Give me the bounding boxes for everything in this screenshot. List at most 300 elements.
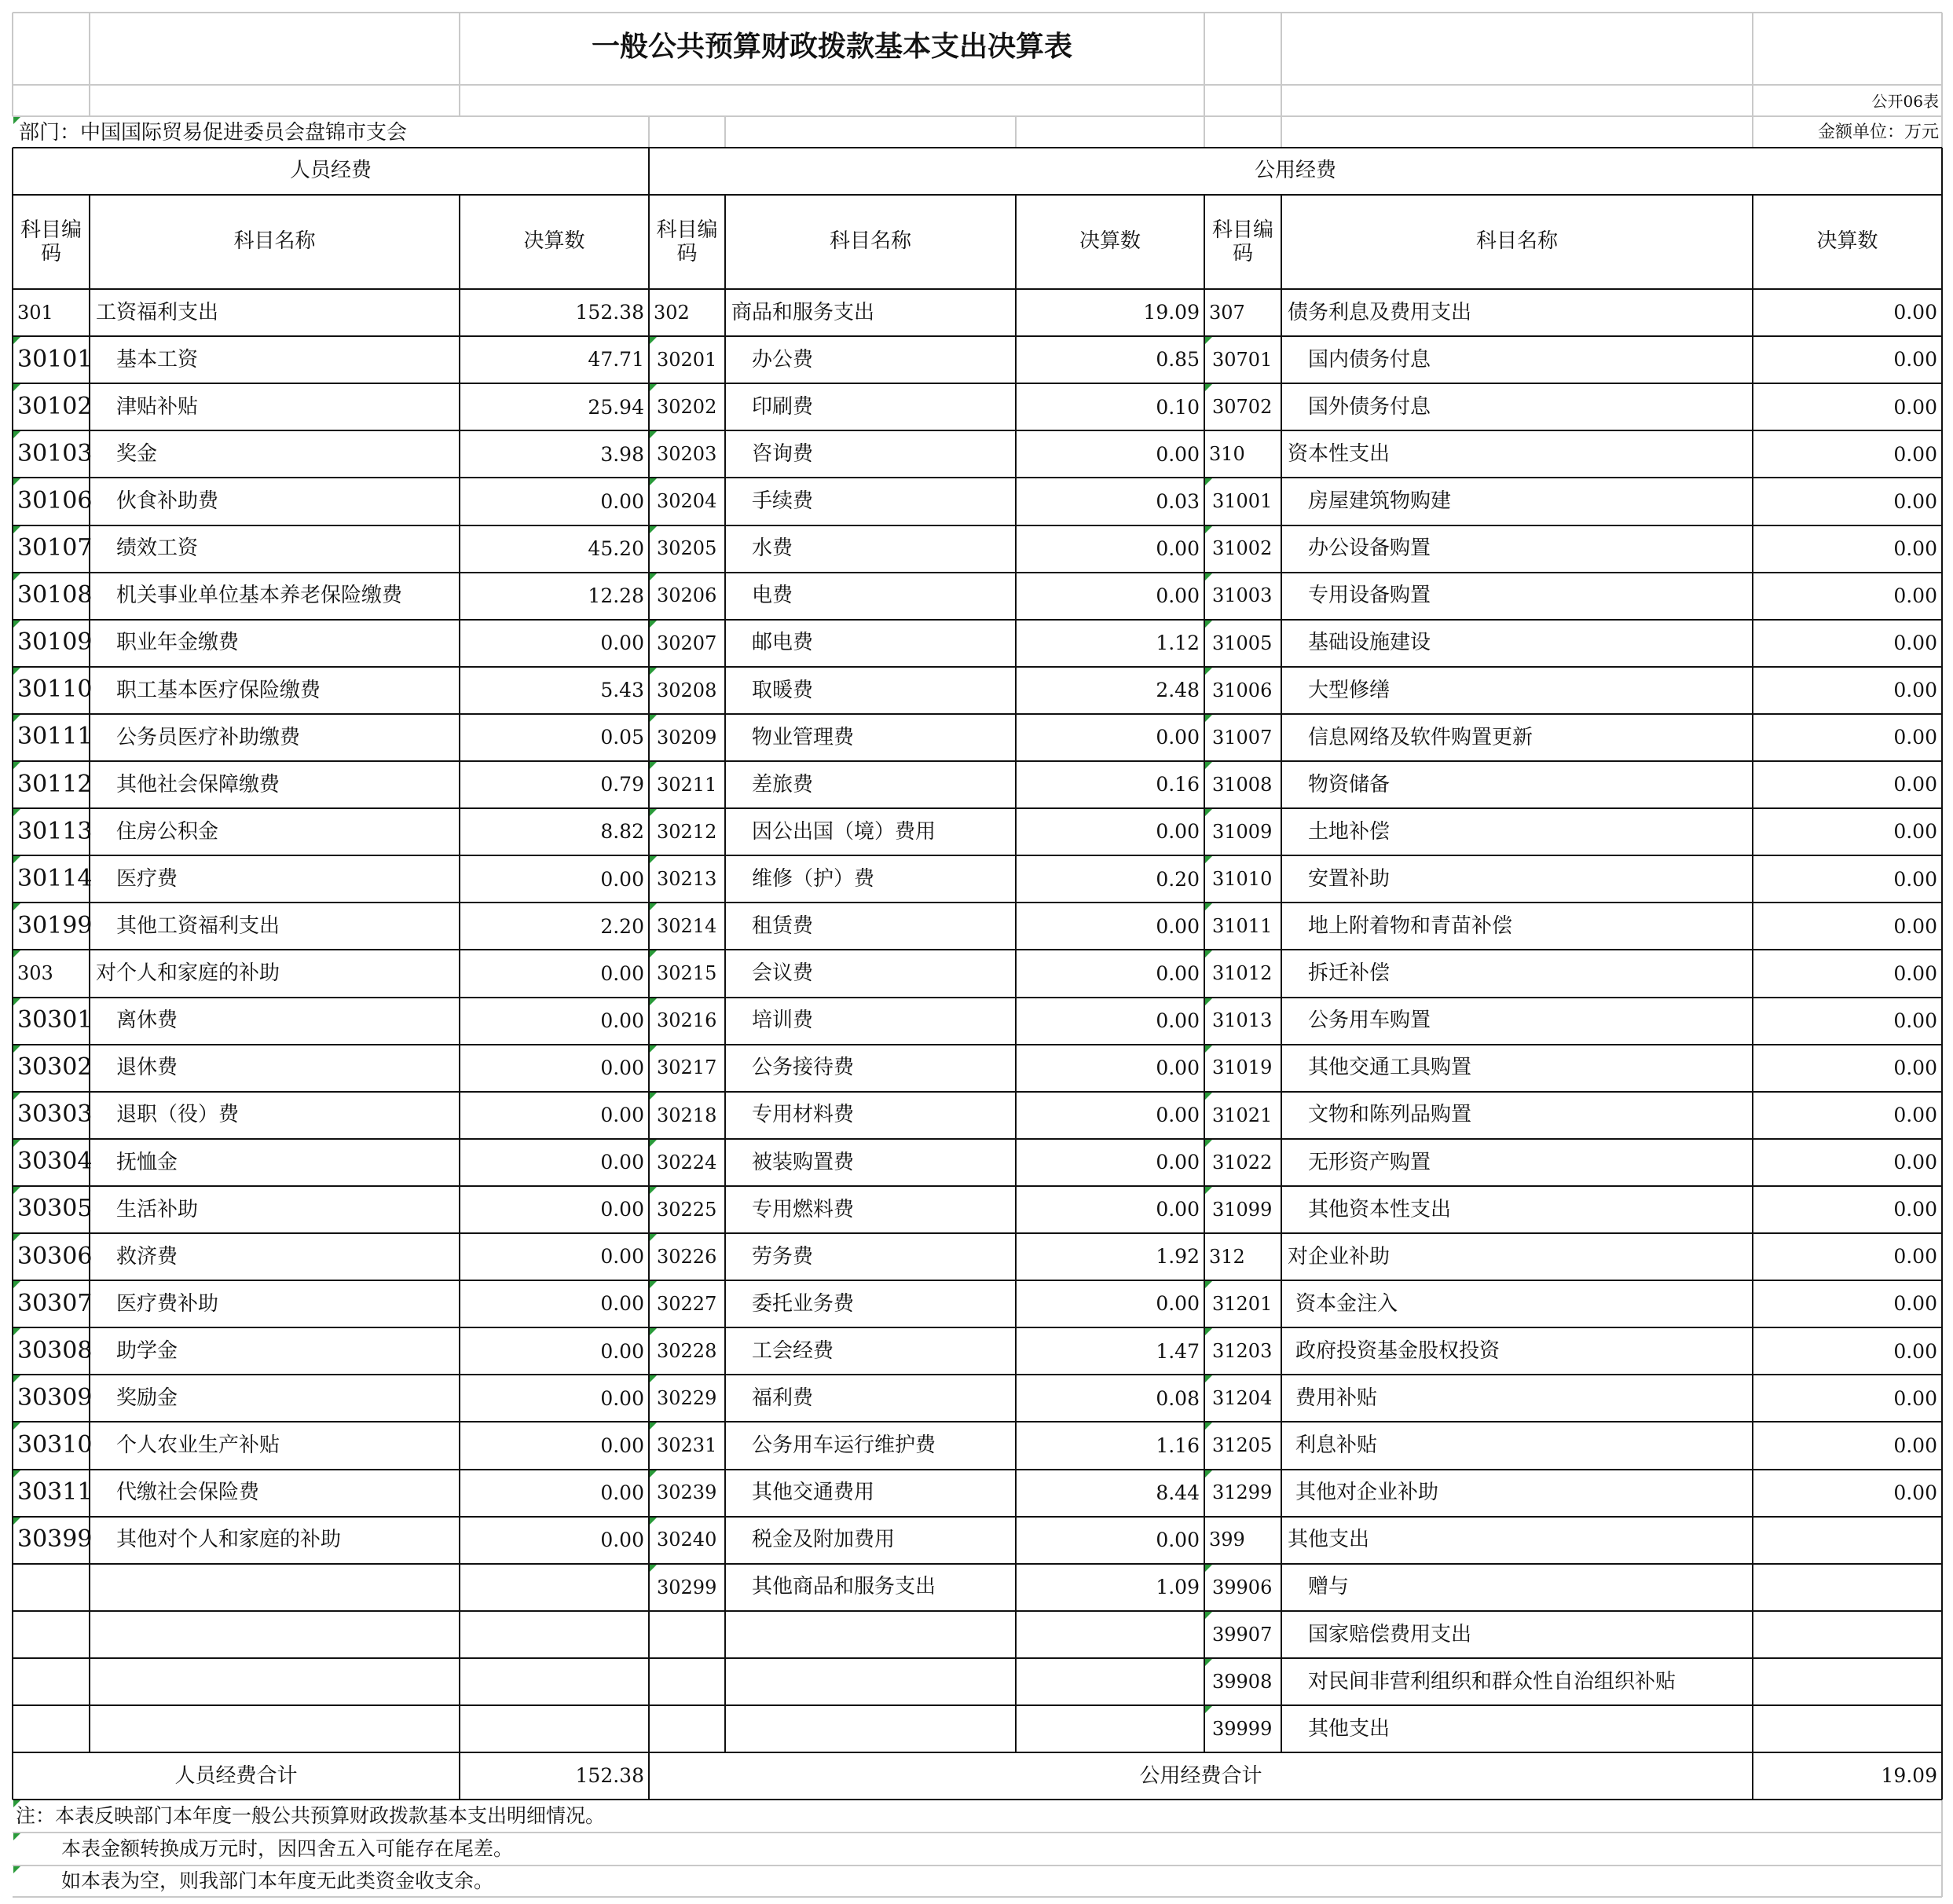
item-name: 债务利息及费用支出 [1288, 300, 1472, 324]
cell-marker [13, 1470, 20, 1477]
cell-marker [13, 1328, 20, 1335]
item-code: 30215 [657, 962, 717, 985]
grid-line [13, 1091, 1942, 1093]
item-code: 30103 [17, 439, 93, 467]
grid-line [12, 148, 13, 1800]
item-amount: 0.00 [1156, 726, 1200, 749]
item-code: 31012 [1212, 962, 1273, 985]
item-name: 物业管理费 [752, 725, 855, 749]
grid-line [1281, 116, 1282, 148]
grid-line [1752, 116, 1753, 148]
item-amount: 0.00 [1893, 820, 1937, 844]
cell-marker [13, 478, 20, 485]
cell-marker [650, 1565, 657, 1572]
cell-marker [1205, 1423, 1212, 1430]
cell-marker [650, 1328, 657, 1335]
item-code: 30208 [657, 679, 717, 701]
grid-line [1204, 195, 1205, 1752]
cell-marker [650, 715, 657, 722]
item-amount: 0.00 [1893, 1433, 1937, 1457]
item-amount: 3.98 [600, 442, 644, 466]
item-name: 基本工资 [116, 347, 199, 372]
cell-marker [1205, 1565, 1212, 1572]
grid-line [1752, 195, 1753, 1752]
item-name: 救济费 [116, 1244, 178, 1269]
grid-line [1015, 116, 1017, 148]
item-amount: 1.16 [1156, 1433, 1200, 1457]
grid-line [13, 1185, 1942, 1187]
cell-marker [1205, 762, 1212, 769]
item-amount: 0.00 [1893, 679, 1937, 702]
cell-marker [1205, 668, 1212, 675]
item-code: 30224 [657, 1151, 717, 1174]
item-code: 30205 [657, 537, 717, 560]
item-name: 培训费 [752, 1009, 814, 1033]
item-code: 30218 [657, 1104, 717, 1126]
item-amount: 0.00 [1156, 1528, 1200, 1551]
item-code: 30209 [657, 726, 717, 749]
cell-marker [13, 1187, 20, 1194]
item-name: 土地补偿 [1308, 819, 1391, 844]
cell-marker [13, 1140, 20, 1147]
item-name: 奖励金 [116, 1386, 178, 1411]
item-code: 30299 [657, 1576, 717, 1598]
cell-marker [1205, 1093, 1212, 1100]
header-amount: 决算数 [523, 229, 585, 253]
item-name: 文物和陈列品购置 [1308, 1103, 1472, 1127]
item-amount: 12.28 [588, 584, 644, 607]
cell-marker [650, 809, 657, 816]
item-code: 31006 [1212, 679, 1273, 701]
cell-marker [1205, 1140, 1212, 1147]
item-code: 312 [1209, 1245, 1245, 1268]
item-amount: 0.00 [600, 489, 644, 513]
item-name: 公务用车运行维护费 [752, 1433, 936, 1458]
item-amount: 152.38 [575, 301, 644, 324]
grid-line [1015, 195, 1017, 1752]
item-name: 物资储备 [1308, 772, 1391, 796]
header-code: 码 [676, 241, 698, 265]
item-code: 30214 [657, 915, 717, 938]
item-amount: 0.00 [600, 1386, 644, 1410]
item-name: 维修（护）费 [752, 866, 875, 891]
grid-line [13, 1232, 1942, 1234]
item-name: 国家赔偿费用支出 [1308, 1622, 1472, 1646]
grid-line [13, 760, 1942, 762]
grid-line [89, 195, 90, 1752]
cell-marker [13, 1833, 20, 1840]
item-amount: 1.09 [1156, 1576, 1200, 1598]
cell-marker [1205, 1281, 1212, 1288]
cell-marker [13, 1093, 20, 1100]
item-amount: 0.00 [600, 1056, 644, 1079]
item-amount: 0.00 [600, 1104, 644, 1126]
cell-marker [650, 950, 657, 957]
grid-line [13, 949, 1942, 950]
item-amount: 2.20 [600, 914, 644, 938]
cell-marker [650, 1470, 657, 1477]
grid-line [13, 1516, 1942, 1518]
item-code: 30206 [657, 584, 717, 607]
item-code: 30306 [17, 1242, 93, 1270]
item-name: 商品和服务支出 [731, 300, 875, 324]
grid-line [1941, 148, 1943, 1800]
item-name: 公务员医疗补助缴费 [116, 725, 301, 749]
header-amount: 决算数 [1079, 229, 1141, 253]
footnote: 注：本表反映部门本年度一般公共预算财政拨款基本支出明细情况。 [16, 1804, 606, 1828]
item-name: 抚恤金 [116, 1150, 178, 1174]
item-name: 被装购置费 [752, 1150, 855, 1174]
item-amount: 0.00 [600, 867, 644, 891]
item-code: 30301 [17, 1006, 93, 1034]
item-name: 退休费 [116, 1056, 178, 1080]
item-name: 其他工资福利支出 [116, 914, 280, 939]
grid-line [13, 1657, 1942, 1659]
item-name: 医疗费补助 [116, 1291, 219, 1316]
item-code: 31013 [1212, 1009, 1273, 1032]
item-amount: 0.00 [1893, 395, 1937, 419]
cell-marker [13, 117, 20, 124]
cell-marker [13, 1800, 20, 1807]
cell-marker [13, 1281, 20, 1288]
item-name: 大型修缮 [1308, 678, 1391, 702]
item-amount: 0.00 [1156, 914, 1200, 938]
item-name: 工会经费 [752, 1338, 834, 1363]
item-amount: 8.44 [1156, 1481, 1200, 1504]
item-name: 差旅费 [752, 772, 814, 796]
item-code: 30102 [17, 392, 93, 420]
item-amount: 0.05 [600, 726, 644, 749]
cell-marker [13, 1045, 20, 1053]
grid-line [1941, 1800, 1943, 1897]
item-name: 税金及附加费用 [752, 1528, 896, 1552]
item-amount: 1.92 [1156, 1245, 1200, 1269]
grid-line [13, 1280, 1942, 1281]
item-code: 30109 [17, 628, 93, 657]
item-code: 302 [654, 301, 690, 324]
item-amount: 0.00 [1156, 1009, 1200, 1032]
item-code: 31022 [1212, 1151, 1273, 1174]
item-name: 其他支出 [1308, 1716, 1391, 1741]
cell-marker [1205, 856, 1212, 863]
grid-line [13, 525, 1942, 526]
item-code: 30211 [657, 773, 717, 796]
item-amount: 0.00 [600, 1151, 644, 1174]
cell-marker [1205, 1187, 1212, 1194]
item-amount: 0.00 [1893, 914, 1937, 938]
item-code: 30111 [17, 723, 93, 751]
item-code: 31203 [1212, 1340, 1273, 1363]
cell-marker [13, 1866, 20, 1873]
item-code: 30201 [657, 348, 717, 371]
grid-line [648, 148, 650, 1800]
item-name: 印刷费 [752, 394, 814, 419]
item-code: 30199 [17, 911, 93, 939]
item-name: 其他交通工具购置 [1308, 1056, 1472, 1080]
item-amount: 25.94 [588, 395, 644, 419]
cell-marker [650, 573, 657, 580]
header-amount: 决算数 [1816, 229, 1878, 253]
item-name: 基础设施建设 [1308, 631, 1431, 655]
cell-marker [13, 431, 20, 438]
grid-line [1281, 195, 1282, 1752]
cell-marker [650, 668, 657, 675]
header-code: 码 [1232, 241, 1253, 265]
item-code: 31010 [1212, 868, 1273, 891]
cell-marker [650, 903, 657, 910]
item-code: 310 [1209, 443, 1245, 466]
grid-line [13, 12, 1942, 13]
item-code: 31205 [1212, 1434, 1273, 1457]
item-name: 其他支出 [1288, 1528, 1370, 1552]
item-amount: 0.00 [600, 632, 644, 654]
cell-marker [13, 903, 20, 910]
footnote: 本表金额转换成万元时，因四舍五入可能存在尾差。 [61, 1837, 514, 1861]
grid-line [13, 619, 1942, 621]
cell-marker [650, 384, 657, 391]
header-code: 科目编 [20, 218, 82, 242]
item-code: 30207 [657, 632, 717, 654]
grid-line [13, 1421, 1942, 1423]
item-name: 津贴补贴 [116, 394, 199, 419]
item-name: 其他对企业补助 [1295, 1481, 1439, 1505]
item-name: 职工基本医疗保险缴费 [116, 678, 321, 702]
grid-line [1752, 13, 1753, 116]
item-amount: 47.71 [588, 348, 644, 372]
item-code: 30702 [1212, 396, 1273, 419]
cell-marker [650, 1423, 657, 1430]
header-name: 科目名称 [829, 229, 911, 253]
cell-marker [650, 621, 657, 628]
item-code: 31008 [1212, 773, 1273, 796]
cell-marker [650, 478, 657, 485]
item-amount: 0.00 [1893, 1481, 1937, 1504]
item-amount: 45.20 [588, 536, 644, 560]
cell-marker [1205, 809, 1212, 816]
cell-marker [13, 337, 20, 344]
item-amount: 0.00 [1893, 1056, 1937, 1079]
item-name: 福利费 [752, 1386, 814, 1411]
item-name: 对民间非营利组织和群众性自治组织补贴 [1308, 1669, 1676, 1693]
item-code: 30228 [657, 1340, 717, 1363]
grid-line [13, 855, 1942, 856]
item-amount: 0.00 [1893, 489, 1937, 513]
item-name: 助学金 [116, 1338, 178, 1363]
item-amount: 0.10 [1156, 395, 1200, 419]
personnel-total-label: 人员经费合计 [174, 1763, 298, 1788]
item-code: 30311 [17, 1478, 93, 1507]
item-name: 劳务费 [752, 1244, 814, 1269]
grid-line [1204, 13, 1205, 116]
cell-marker [1205, 573, 1212, 580]
item-name: 对个人和家庭的补助 [96, 961, 280, 986]
cell-marker [650, 856, 657, 863]
item-amount: 0.00 [1893, 726, 1937, 749]
item-amount: 0.00 [600, 1245, 644, 1269]
item-code: 39907 [1212, 1623, 1273, 1646]
header-code: 科目编 [1211, 218, 1273, 242]
item-code: 30305 [17, 1195, 93, 1223]
department-label: 部门：中国国际贸易促进委员会盘锦市支会 [19, 120, 408, 145]
item-code: 30203 [657, 443, 717, 466]
cell-marker [1205, 1045, 1212, 1053]
item-amount: 0.00 [1156, 1292, 1200, 1316]
item-amount: 0.00 [600, 1481, 644, 1504]
item-code: 31005 [1212, 632, 1273, 654]
item-name: 资本性支出 [1288, 442, 1391, 467]
item-code: 30202 [657, 396, 717, 419]
item-amount: 0.00 [600, 1528, 644, 1551]
item-code: 30229 [657, 1387, 717, 1410]
section-personnel: 人员经费 [289, 158, 372, 182]
item-name: 其他商品和服务支出 [752, 1575, 936, 1599]
item-amount: 0.00 [1893, 632, 1937, 654]
item-name: 退职（役）费 [116, 1103, 240, 1127]
item-name: 手续费 [752, 489, 814, 514]
item-code: 30110 [17, 676, 93, 704]
item-name: 电费 [752, 584, 793, 608]
item-amount: 0.00 [1893, 442, 1937, 466]
section-public: 公用经费 [1254, 158, 1336, 182]
item-name: 取暖费 [752, 678, 814, 702]
item-amount: 0.16 [1156, 773, 1200, 796]
item-code: 39999 [1212, 1717, 1273, 1740]
item-amount: 0.00 [1156, 584, 1200, 607]
item-code: 301 [17, 301, 53, 324]
item-name: 国外债务付息 [1308, 394, 1431, 419]
cell-marker [650, 431, 657, 438]
item-name: 水费 [752, 536, 793, 561]
item-code: 30108 [17, 581, 93, 610]
grid-line [724, 195, 726, 1752]
item-code: 30310 [17, 1430, 93, 1459]
item-code: 30309 [17, 1383, 93, 1412]
cell-marker [13, 1234, 20, 1241]
item-code: 31003 [1212, 584, 1273, 607]
cell-marker [650, 762, 657, 769]
item-name: 专用设备购置 [1308, 584, 1431, 608]
cell-marker [1205, 998, 1212, 1005]
item-code: 31001 [1212, 490, 1273, 513]
item-amount: 0.00 [1893, 867, 1937, 891]
cell-marker [1205, 526, 1212, 533]
grid-line [13, 807, 1942, 809]
footnote: 如本表为空，则我部门本年度无此类资金收支余。 [61, 1869, 494, 1893]
cell-marker [1205, 1328, 1212, 1335]
item-name: 房屋建筑物购建 [1308, 489, 1452, 514]
page-title: 一般公共预算财政拨款基本支出决算表 [591, 31, 1072, 64]
cell-marker [13, 526, 20, 533]
cell-marker [1205, 950, 1212, 957]
item-code: 30225 [657, 1198, 717, 1221]
item-name: 绩效工资 [116, 536, 199, 561]
item-code: 30112 [17, 770, 93, 798]
cell-marker [13, 384, 20, 391]
item-amount: 0.00 [600, 1292, 644, 1316]
item-code: 31201 [1212, 1292, 1273, 1315]
cell-marker [1205, 478, 1212, 485]
item-code: 30113 [17, 817, 93, 845]
item-name: 专用材料费 [752, 1103, 855, 1127]
cell-marker [13, 621, 20, 628]
personnel-total-value: 152.38 [575, 1764, 644, 1788]
grid-line [13, 430, 1942, 431]
grid-line [13, 1896, 1942, 1898]
item-amount: 0.00 [1156, 1151, 1200, 1174]
item-name: 工资福利支出 [96, 300, 219, 324]
item-name: 费用补贴 [1295, 1386, 1378, 1411]
item-amount: 0.00 [1893, 1386, 1937, 1410]
cell-marker [13, 809, 20, 816]
item-amount: 0.00 [1893, 301, 1937, 324]
item-amount: 2.48 [1156, 679, 1200, 702]
item-code: 30304 [17, 1148, 93, 1176]
cell-marker [13, 950, 20, 957]
cell-marker [13, 856, 20, 863]
item-code: 31011 [1212, 915, 1273, 938]
item-code: 30227 [657, 1292, 717, 1315]
item-amount: 0.00 [600, 961, 644, 985]
header-code: 码 [40, 241, 61, 265]
item-amount: 0.00 [1893, 773, 1937, 796]
grid-line [459, 13, 460, 116]
grid-line [459, 195, 460, 1752]
item-amount: 0.00 [1156, 1104, 1200, 1126]
grid-line [13, 1610, 1942, 1612]
item-code: 39906 [1212, 1576, 1273, 1598]
item-name: 其他对个人和家庭的补助 [116, 1528, 342, 1552]
item-code: 30239 [657, 1481, 717, 1504]
item-name: 伙食补助费 [116, 489, 219, 514]
grid-line [13, 713, 1942, 715]
cell-marker [650, 1281, 657, 1288]
item-name: 安置补助 [1308, 866, 1391, 891]
cell-marker [1205, 1470, 1212, 1477]
item-amount: 0.20 [1156, 867, 1200, 891]
item-name: 会议费 [752, 961, 814, 986]
item-amount: 0.00 [1893, 1151, 1937, 1174]
item-code: 30114 [17, 864, 93, 892]
cell-marker [1205, 337, 1212, 344]
grid-line [13, 1327, 1942, 1328]
grid-line [1204, 116, 1205, 148]
item-amount: 0.00 [1893, 1198, 1937, 1221]
grid-line [13, 194, 1942, 196]
item-name: 住房公积金 [116, 819, 219, 844]
public-total-value: 19.09 [1881, 1764, 1937, 1788]
cell-marker [650, 1518, 657, 1525]
item-amount: 19.09 [1143, 301, 1200, 324]
item-amount: 0.00 [1893, 1292, 1937, 1316]
item-name: 利息补贴 [1295, 1433, 1378, 1458]
item-code: 31299 [1212, 1481, 1273, 1504]
cell-marker [1205, 384, 1212, 391]
item-amount: 0.00 [1156, 961, 1200, 985]
cell-marker [650, 1234, 657, 1241]
item-code: 31021 [1212, 1104, 1273, 1126]
item-name: 办公费 [752, 347, 814, 372]
cell-marker [13, 668, 20, 675]
grid-line [13, 147, 1942, 148]
grid-line [13, 383, 1942, 384]
item-amount: 0.00 [1156, 536, 1200, 560]
item-name: 邮电费 [752, 631, 814, 655]
item-name: 赠与 [1308, 1575, 1350, 1599]
cell-marker [650, 1093, 657, 1100]
item-code: 30307 [17, 1289, 93, 1317]
item-amount: 1.47 [1156, 1339, 1200, 1363]
grid-line [13, 902, 1942, 903]
